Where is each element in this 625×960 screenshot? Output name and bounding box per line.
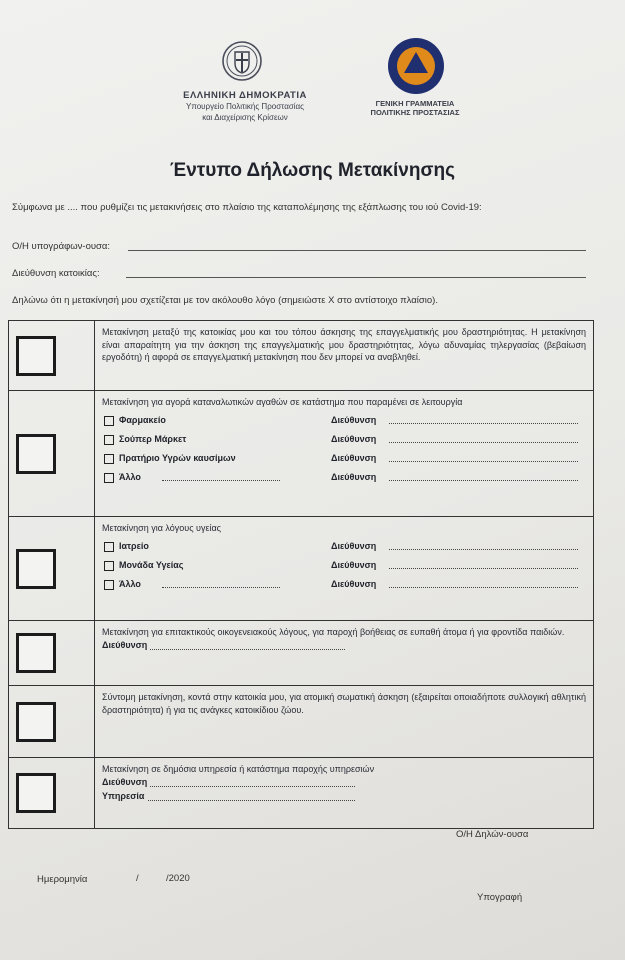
- option-label: Ιατρείο: [119, 540, 149, 551]
- reason-checkbox-public-service[interactable]: [16, 773, 56, 813]
- option-address-label: Διεύθυνση: [331, 578, 377, 589]
- option-health-unit: [102, 558, 586, 577]
- field-line[interactable]: [150, 649, 345, 650]
- option-pharmacy: [102, 413, 586, 432]
- reasons-table: [8, 320, 594, 829]
- option-address-label: Διεύθυνση: [331, 414, 377, 425]
- service-name-field: [102, 791, 592, 805]
- address-label: Διεύθυνση κατοικίας:: [12, 268, 100, 279]
- option-clinic: [102, 539, 586, 558]
- option-address-field[interactable]: [389, 461, 578, 462]
- option-address-label: Διεύθυνση: [331, 559, 377, 570]
- option-address-field[interactable]: [389, 549, 578, 550]
- option-label: Άλλο: [119, 578, 141, 589]
- option-address-label: Διεύθυνση: [331, 452, 377, 463]
- option-other-field[interactable]: [162, 587, 280, 588]
- form-title: Έντυπο Δήλωσης Μετακίνησης: [170, 160, 455, 181]
- field-label: Διεύθυνση: [102, 776, 148, 787]
- signer-label: Ο/Η υπογράφων-ουσα:: [12, 241, 111, 252]
- gov-line-3: και Διαχείρισης Κρίσεων: [202, 113, 288, 122]
- reason-row-work: [9, 321, 594, 391]
- option-supermarket: [102, 432, 586, 451]
- date-separator: /: [136, 873, 139, 884]
- option-checkbox[interactable]: [104, 542, 114, 552]
- option-address-label: Διεύθυνση: [331, 433, 377, 444]
- option-checkbox[interactable]: [104, 561, 114, 571]
- reason-text-health: Μετακίνηση για λόγους υγείας: [102, 523, 222, 533]
- field-line[interactable]: [150, 786, 355, 787]
- reason-text-family: Μετακίνηση για επιτακτικούς οικογενειακούς λόγους, για παροχή βοήθειας σε ευπαθή άτομα ή για φροντίδα παιδιών.: [102, 627, 565, 637]
- option-checkbox[interactable]: [104, 580, 114, 590]
- reason-checkbox-exercise[interactable]: [16, 702, 56, 742]
- gen-line-2: ΠΟΛΙΤΙΚΗΣ ΠΡΟΣΤΑΣΙΑΣ: [370, 108, 460, 117]
- option-address-field[interactable]: [389, 423, 578, 424]
- option-other: [102, 470, 586, 489]
- ministry-heading: [150, 90, 340, 123]
- signer-input-line[interactable]: [128, 250, 586, 251]
- field-line[interactable]: [148, 800, 355, 801]
- option-label: Άλλο: [119, 471, 141, 482]
- gov-line-1: ΕΛΛΗΝΙΚΗ ΔΗΜΟΚΡΑΤΙΑ: [183, 90, 307, 101]
- option-address-field[interactable]: [389, 442, 578, 443]
- civil-protection-logo-icon: [386, 36, 446, 96]
- option-other-health: [102, 577, 586, 596]
- service-address-field: [102, 777, 592, 791]
- reason-row-exercise: [9, 686, 594, 758]
- option-address-field[interactable]: [389, 587, 578, 588]
- option-label: Σούπερ Μάρκετ: [119, 433, 187, 444]
- gen-line-1: ΓΕΝΙΚΗ ΓΡΑΜΜΑΤΕΙΑ: [375, 99, 455, 108]
- declaration-text: Δηλώνω ότι η μετακίνησή μου σχετίζεται με τον ακόλουθο λόγο (σημειώστε Χ στο αντίστοιχο πλαίσιο).: [12, 295, 438, 306]
- option-checkbox[interactable]: [104, 473, 114, 483]
- option-checkbox[interactable]: [104, 435, 114, 445]
- reason-checkbox-health[interactable]: [16, 549, 56, 589]
- greek-coat-of-arms-icon: [221, 40, 263, 82]
- reason-row-health: [9, 517, 594, 621]
- option-label: Μονάδα Υγείας: [119, 559, 184, 570]
- reason-text-work: Μετακίνηση μεταξύ της κατοικίας μου και του τόπου άσκησης της επαγγελματικής μου δραστηριότητας. Η μετακίνηση είναι απαραίτητη για την άσκηση της επαγγελματικής μου δραστηριότητας, λόγω αδυναμίας τηλεργασίας (βεβαίωση εργοδότη) ή αφορά σε επαγγελματική μετακίνηση που δεν μπορεί να αναβληθεί.: [102, 327, 586, 362]
- reason-text-shopping: Μετακίνηση για αγορά καταναλωτικών αγαθών σε κατάστημα που παραμένει σε λειτουργία: [102, 397, 463, 407]
- option-address-field[interactable]: [389, 568, 578, 569]
- gov-line-2: Υπουργείο Πολιτικής Προστασίας: [185, 102, 305, 111]
- date-label: Ημερομηνία: [37, 874, 88, 885]
- field-label: Υπηρεσία: [102, 790, 145, 801]
- reason-row-family: [9, 621, 594, 686]
- option-checkbox[interactable]: [104, 416, 114, 426]
- field-label: Διεύθυνση: [102, 639, 148, 650]
- general-secretariat-heading: [360, 99, 470, 117]
- option-address-field[interactable]: [389, 480, 578, 481]
- declarant-label: Ο/Η Δηλών-ουσα: [456, 829, 529, 840]
- signature-label: Υπογραφή: [477, 892, 523, 903]
- option-label: Πρατήριο Υγρών καυσίμων: [119, 452, 236, 463]
- family-address-field: [102, 640, 592, 654]
- option-other-field[interactable]: [162, 480, 280, 481]
- option-fuel-station: [102, 451, 586, 470]
- date-year: /2020: [166, 873, 190, 884]
- reason-checkbox-shopping[interactable]: [16, 434, 56, 474]
- intro-text: Σύμφωνα με .... που ρυθμίζει τις μετακινήσεις στο πλαίσιο της καταπολέμησης της εξάπλωσης του ιού Covid-19:: [12, 202, 482, 213]
- option-address-label: Διεύθυνση: [331, 540, 377, 551]
- reason-text-public-service: Μετακίνηση σε δημόσια υπηρεσία ή κατάστημα παροχής υπηρεσιών: [102, 764, 375, 774]
- reason-row-shopping: [9, 391, 594, 517]
- address-input-line[interactable]: [126, 277, 586, 278]
- reason-checkbox-work[interactable]: [16, 336, 56, 376]
- reason-checkbox-family[interactable]: [16, 633, 56, 673]
- option-checkbox[interactable]: [104, 454, 114, 464]
- reason-row-public-service: [9, 758, 594, 829]
- option-label: Φαρμακείο: [119, 414, 166, 425]
- option-address-label: Διεύθυνση: [331, 471, 377, 482]
- reason-text-exercise: Σύντομη μετακίνηση, κοντά στην κατοικία μου, για ατομική σωματική άσκηση (εξαιρείται οποιαδήποτε συλλογική αθλητική δραστηριότητα) ή για τις ανάγκες κατοικίδιου ζώου.: [102, 692, 586, 715]
